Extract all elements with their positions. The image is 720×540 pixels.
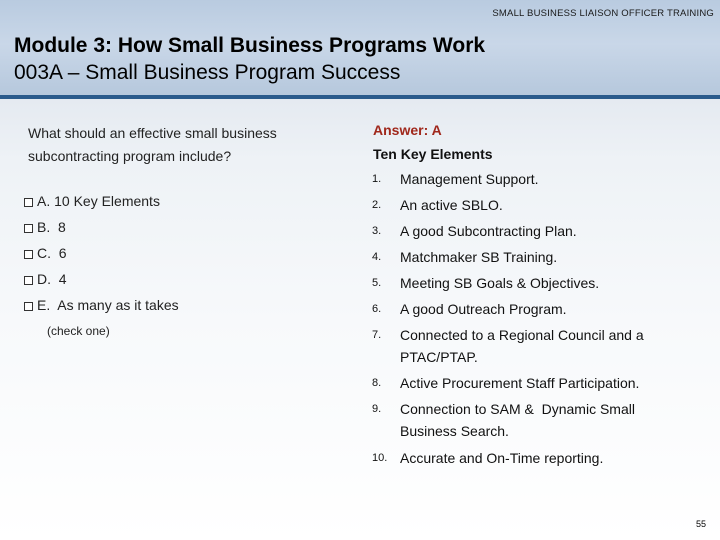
item-text: A good Outreach Program. (400, 301, 567, 317)
item-number: 6. (372, 303, 382, 315)
answer-heading: Ten Key Elements (373, 146, 493, 162)
item-text: Accurate and On-Time reporting. (400, 450, 604, 466)
answer-label: Answer: A (373, 122, 442, 138)
page-number: 55 (695, 519, 706, 529)
key-element-item (372, 246, 692, 268)
header-divider (0, 95, 720, 99)
item-text: Meeting SB Goals & Objectives. (400, 275, 600, 291)
option-label: E. As many as it takes (37, 297, 179, 313)
option-c[interactable] (24, 245, 67, 261)
checkbox-icon[interactable] (24, 198, 33, 207)
item-number: 10. (372, 452, 388, 464)
option-label: D. 4 (37, 271, 67, 287)
option-e[interactable] (24, 297, 179, 313)
key-element-item (372, 447, 692, 469)
checkbox-icon[interactable] (24, 276, 33, 285)
option-label: C. 6 (37, 245, 67, 261)
key-element-item (372, 298, 692, 320)
check-one-note: (check one) (47, 324, 110, 338)
key-element-item (372, 194, 692, 216)
slide-title: Module 3: How Small Business Programs Work (14, 34, 486, 57)
question-text: What should an effective small business subcontracting program include? (28, 125, 277, 164)
item-number: 2. (372, 199, 382, 211)
item-number: 7. (372, 329, 382, 341)
option-label: B. 8 (37, 219, 66, 235)
key-element-item (372, 220, 692, 242)
item-number: 8. (372, 377, 382, 389)
item-number: 9. (372, 403, 382, 415)
item-text: Management Support. (400, 171, 539, 187)
item-text: Connected to a Regional Council and a PTAC/PTAP. (400, 327, 644, 365)
slide-subtitle: 003A – Small Business Program Success (14, 61, 401, 84)
item-text: An active SBLO. (400, 197, 503, 213)
item-text: A good Subcontracting Plan. (400, 223, 577, 239)
option-b[interactable] (24, 219, 66, 235)
option-label: A. 10 Key Elements (37, 193, 160, 209)
option-a[interactable] (24, 193, 160, 209)
option-d[interactable] (24, 271, 67, 287)
key-element-item (372, 168, 692, 190)
checkbox-icon[interactable] (24, 224, 33, 233)
item-number: 3. (372, 225, 382, 237)
checkbox-icon[interactable] (24, 302, 33, 311)
item-number: 1. (372, 173, 382, 185)
item-number: 5. (372, 277, 382, 289)
item-number: 4. (372, 251, 382, 263)
training-label: SMALL BUSINESS LIAISON OFFICER TRAINING (492, 8, 714, 19)
item-text: Active Procurement Staff Participation. (400, 375, 640, 391)
item-text: Connection to SAM & Dynamic Small Business Search. (400, 401, 639, 439)
item-text: Matchmaker SB Training. (400, 249, 558, 265)
slide-header (0, 0, 720, 98)
checkbox-icon[interactable] (24, 250, 33, 259)
key-element-item (372, 398, 692, 442)
key-element-item (372, 372, 692, 394)
key-element-item (372, 272, 692, 294)
key-element-item (372, 324, 692, 368)
